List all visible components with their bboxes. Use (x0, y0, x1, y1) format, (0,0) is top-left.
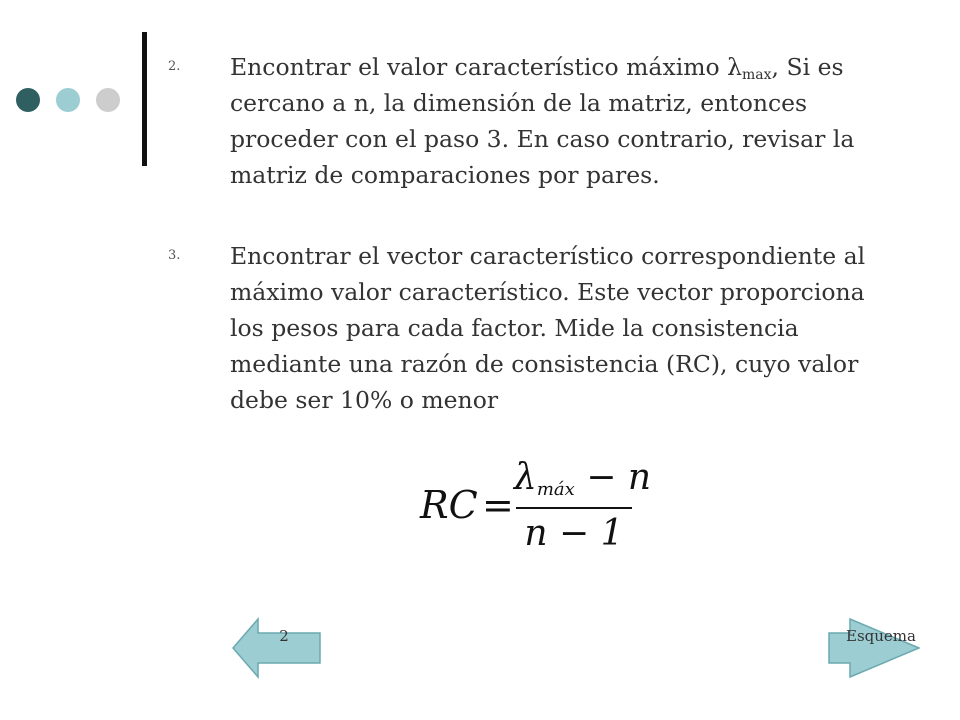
item-text (230, 49, 898, 193)
item-text-after: , Si es cercano a n, la dimensión de la matriz, entonces proceder con el paso 3. En caso contrario, revisar la matriz de comparaciones por pares. (230, 53, 855, 189)
esquema-label: Esquema (846, 627, 916, 645)
gray-dot (96, 88, 120, 112)
formula-lambda: λ (514, 457, 537, 498)
esquema-button[interactable] (828, 617, 920, 679)
previous-slide-label: 2 (279, 627, 289, 645)
formula-lambda-subscript: máx (536, 479, 575, 500)
item-text-before: Encontrar el valor característico máximo λ (230, 53, 743, 81)
list-item-step-2 (168, 49, 898, 193)
formula-numerator-rest: − n (574, 457, 652, 498)
formula-lhs: RC (420, 483, 478, 527)
previous-slide-button[interactable] (232, 617, 322, 679)
lambda-subscript: max (742, 67, 772, 83)
decorative-dots (0, 0, 140, 200)
item-number: 2. (168, 59, 181, 74)
formula-denominator: n − 1 (524, 513, 624, 554)
formula-equals: = (482, 483, 514, 527)
item-number: 3. (168, 248, 181, 263)
formula-numerator (514, 457, 652, 500)
list-item-step-3 (168, 238, 898, 418)
light-teal-dot (56, 88, 80, 112)
fraction-bar (516, 507, 632, 509)
formula-fraction (514, 455, 652, 555)
dark-teal-dot (16, 88, 40, 112)
vertical-divider (142, 32, 147, 166)
item-text: Encontrar el vector característico correspondiente al máximo valor característico. Este vector proporciona los pesos para cada factor. Mide la consistencia mediante una razón de consistencia (RC), cuyo valor debe ser 10% o menor (230, 242, 866, 414)
